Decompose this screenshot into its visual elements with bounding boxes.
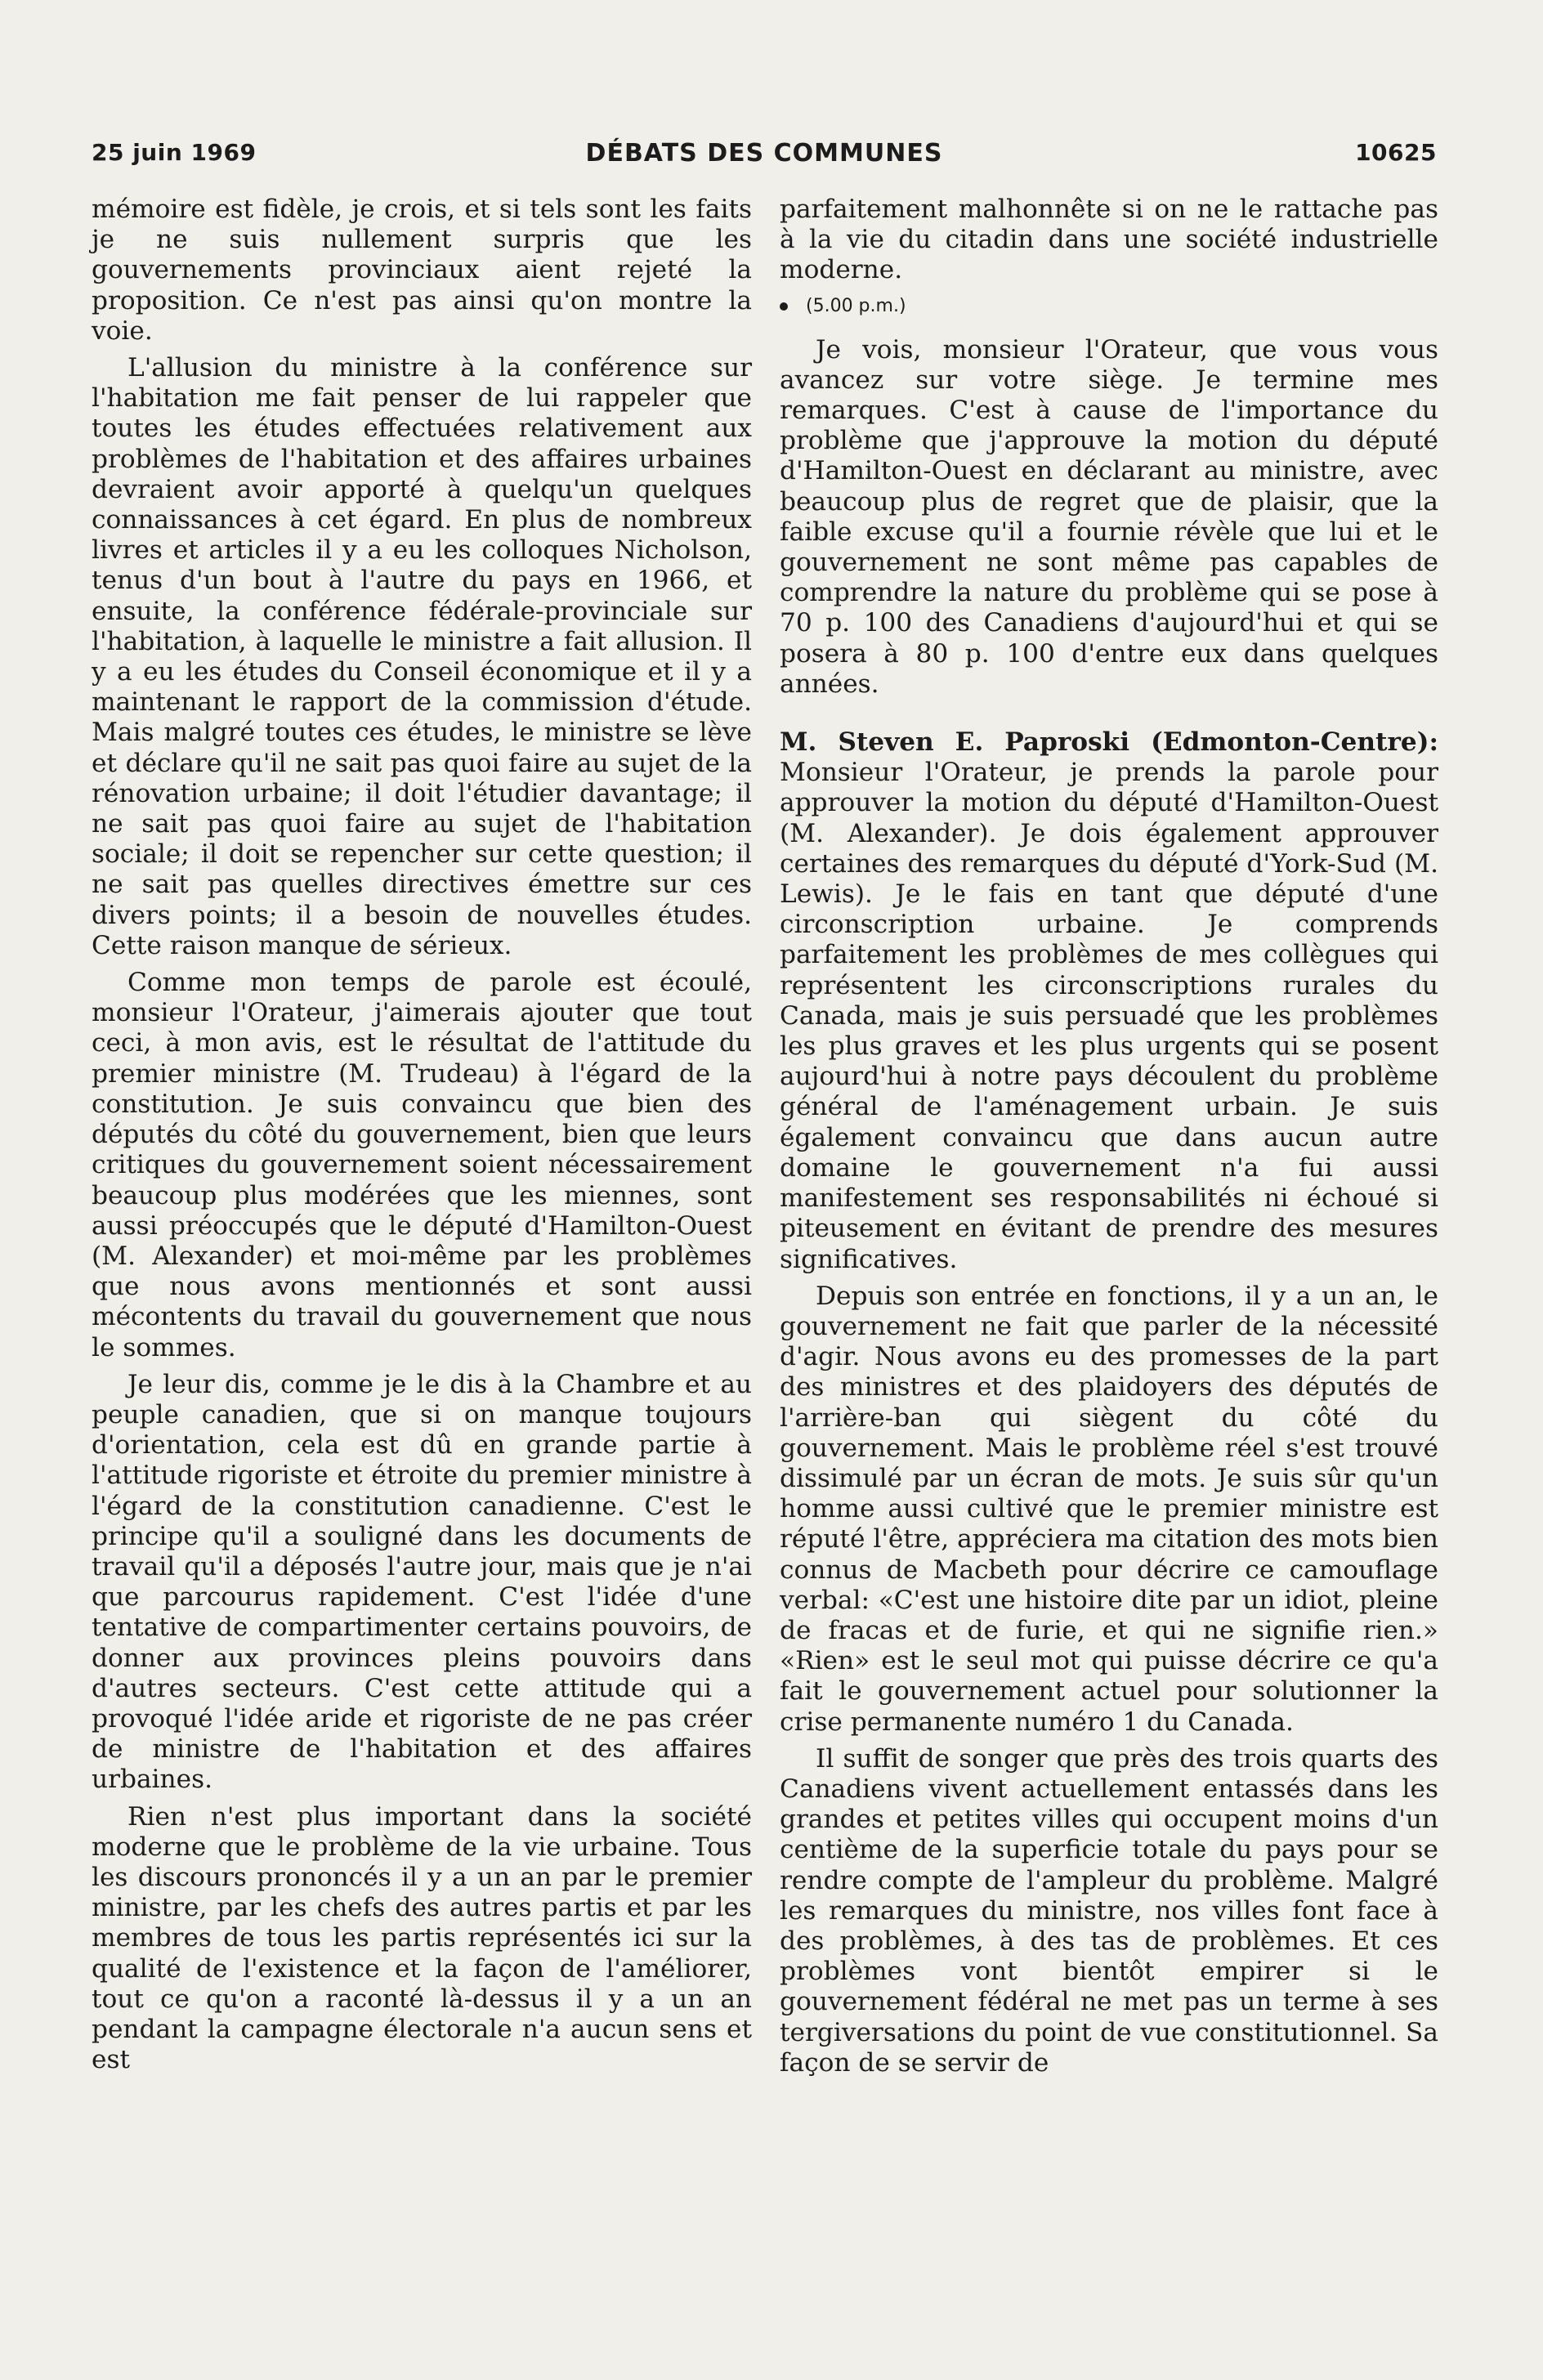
page-header xyxy=(92,139,1437,172)
time-marker xyxy=(780,293,1438,320)
paragraph: Depuis son entrée en fonctions, il y a un an, le gouvernement ne fait que parler de la nécessité d'agir. Nous avons eu des promesses de la part des ministres et des plaidoyers des députés de l'arrière-ban qui siègent du côté du gouvernement. Mais le problème réel s'est trouvé dissimulé par un écran de mots. Je suis sûr qu'un homme aussi cultivé que le premier ministre est réputé l'être, appréciera ma citation des mots bien connus de Macbeth pour décrire ce camouflage verbal: «C'est une histoire dite par un idiot, pleine de fracas et de furie, et qui ne signifie rien.» «Rien» est le seul mot qui puisse décrire ce qu'a fait le gouvernement actuel pour solutionner la crise permanente numéro 1 du Canada. xyxy=(780,1281,1438,1737)
paragraph: Comme mon temps de parole est écoulé, monsieur l'Orateur, j'aimerais ajouter que tout ceci, à mon avis, est le résultat de l'attitude du premier ministre (M. Trudeau) à l'égard de la constitution. Je suis convaincu que bien des députés du côté du gouvernement, bien que leurs critiques du gouvernement soient nécessairement beaucoup plus modérées que les miennes, sont aussi préoccupés que le député d'Hamilton-Ouest (M. Alexander) et moi-même par les problèmes que nous avons mentionnés et sont aussi mécontents du travail du gouvernement que nous le sommes. xyxy=(92,968,752,1362)
header-page-number: 10625 xyxy=(1355,139,1437,166)
speech-text: Monsieur l'Orateur, je prends la parole pour approuver la motion du député d'Hamilton-Ouest (M. Alexander). Je dois également approuver certaines des remarques du député d'York-Sud (M. Lewis). Je le fais en tant que député d'une circonscription urbaine. Je comprends parfaitement les problèmes de mes collègues qui représentent les circonscriptions rurales du Canada, mais je suis persuadé que les problèmes les plus graves et les plus urgents qui se posent aujourd'hui à notre pays découlent du problème général de l'aménagement urbain. Je suis également convaincu que dans aucun autre domaine le gouvernement n'a fui aussi manifestement ses responsabilités ni échoué si piteusement en évitant de prendre des mesures significatives. xyxy=(780,758,1438,1274)
paragraph: Je leur dis, comme je le dis à la Chambre et au peuple canadien, que si on manque toujours d'orientation, cela est dû en grande partie à l'attitude rigoriste et étroite du premier ministre à l'égard de la constitution canadienne. C'est le principe qu'il a souligné dans les documents de travail qu'il a déposés l'autre jour, mais que je n'ai que parcourus rapidement. C'est l'idée d'une tentative de compartimenter certains pouvoirs, de donner aux provinces pleins pouvoirs dans d'autres secteurs. C'est cette attitude qui a provoqué l'idée aride et rigoriste de ne pas créer de ministre de l'habitation et des affaires urbaines. xyxy=(92,1369,752,1795)
paragraph: mémoire est fidèle, je crois, et si tels sont les faits je ne suis nullement surpris que les gouvernements provinciaux aient rejeté la proposition. Ce n'est pas ainsi qu'on montre la voie. xyxy=(92,195,752,346)
header-title: DÉBATS DES COMMUNES xyxy=(585,139,943,168)
speaker-name: M. Steven E. Paproski (Edmonton-Centre): xyxy=(780,727,1438,758)
bullet-icon xyxy=(780,302,788,311)
paragraph: parfaitement malhonnête si on ne le rattache pas à la vie du citadin dans une société industrielle moderne. xyxy=(780,195,1438,285)
time-marker-text: (5.00 p.m.) xyxy=(806,295,906,316)
left-column xyxy=(92,195,752,2075)
right-column xyxy=(780,195,1438,2078)
paragraph: Je vois, monsieur l'Orateur, que vous vous avancez sur votre siège. Je termine mes remarques. C'est à cause de l'importance du problème que j'approuve la motion du député d'Hamilton-Ouest en déclarant au ministre, avec beaucoup plus de regret que de plaisir, que la faible excuse qu'il a fournie révèle que lui et le gouvernement ne sont même pas capables de comprendre la nature du problème qui se pose à 70 p. 100 des Canadiens d'aujourd'hui et qui se posera à 80 p. 100 d'entre eux dans quelques années. xyxy=(780,334,1438,699)
speaker-paragraph xyxy=(780,727,1438,1275)
header-date: 25 juin 1969 xyxy=(92,139,257,166)
paragraph: Il suffit de songer que près des trois quarts des Canadiens vivent actuellement entassés dans les grandes et petites villes qui occupent moins d'un centième de la superficie totale du pays pour se rendre compte de l'ampleur du problème. Malgré les remarques du ministre, nos villes font face à des problèmes, à des tas de problèmes. Et ces problèmes vont bientôt empirer si le gouvernement fédéral ne met pas un terme à ses tergiversations du point de vue constitutionnel. Sa façon de se servir de xyxy=(780,1743,1438,2078)
paragraph: Rien n'est plus important dans la société moderne que le problème de la vie urbaine. Tous les discours prononcés il y a un an par le premier ministre, par les chefs des autres partis et par les membres de tous les partis représentés ici sur la qualité de l'existence et la façon de l'améliorer, tout ce qu'on a raconté là-dessus il y a un an pendant la campagne électorale n'a aucun sens et est xyxy=(92,1801,752,2075)
paragraph: L'allusion du ministre à la conférence sur l'habitation me fait penser de lui rappeler que toutes les études effectuées relativement aux problèmes de l'habitation et des affaires urbaines devraient avoir apporté à quelqu'un quelques connaissances à cet égard. En plus de nombreux livres et articles il y a eu les colloques Nicholson, tenus d'un bout à l'autre du pays en 1966, et ensuite, la conférence fédérale-provinciale sur l'habitation, à laquelle le ministre a fait allusion. Il y a eu les études du Conseil économique et il y a maintenant le rapport de la commission d'étude. Mais malgré toutes ces études, le ministre se lève et déclare qu'il ne sait pas quoi faire au sujet de la rénovation urbaine; il doit l'étudier davantage; il ne sait pas quoi faire au sujet de l'habitation sociale; il doit se repencher sur cette question; il ne sait pas quelles directives émettre sur ces divers points; il a besoin de nouvelles études. Cette raison manque de sérieux. xyxy=(92,353,752,960)
